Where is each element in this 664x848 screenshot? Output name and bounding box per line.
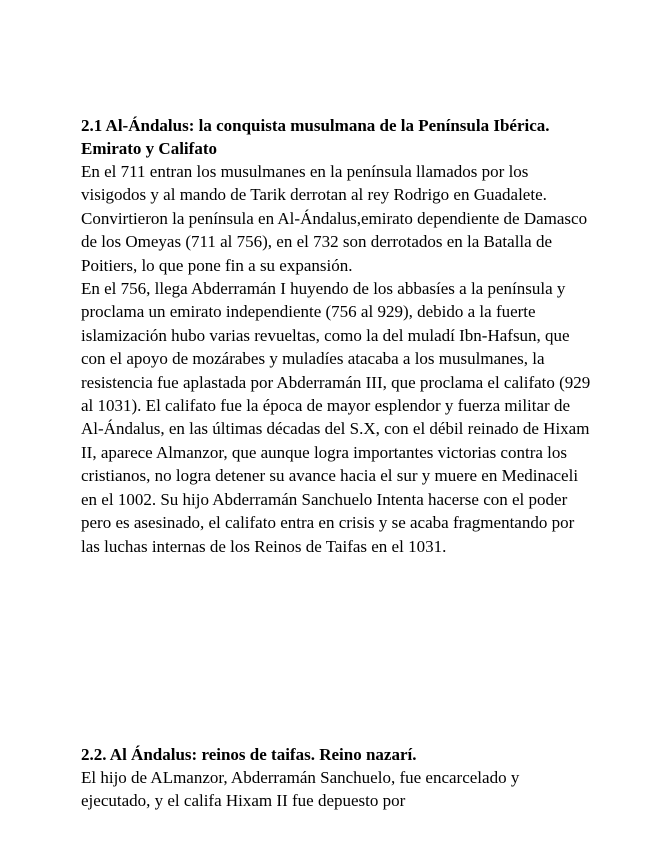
section-reinos-taifas xyxy=(81,743,591,813)
paragraph-conquista: En el 711 entran los musulmanes en la península llamados por los visigodos y al mando de Tarik derrotan al rey Rodrigo en Guadalete. Convirtieron la península en Al-Ándalus,emirato dependiente de Damasco de los Omeyas (711 al 756), en el 732 son derrotados en la Batalla de Poitiers, lo que pone fin a su expansión. xyxy=(81,162,588,275)
paragraph-emirato-califato: En el 756, llega Abderramán I huyendo de los abbasíes a la península y proclama un emirato independiente (756 al 929), debido a la fuerte islamización hubo varias revueltas, como la del muladí Ibn-Hafsun, que con el apoyo de mozárabes y muladíes atacaba a los musulmanes, la resistencia fue aplastada por Abderramán III, que proclama el califato (929 al 1031). El califato fue la época de mayor esplendor y fuerza militar de Al-Ándalus, en las últimas décadas del S.X, con el débil reinado de Hixam II, aparece Almanzor, que aunque logra importantes victorias contra los cristianos, no logra detener su avance hacia el sur y muere en Medinaceli en el 1002. Su hijo Abderramán Sanchuelo Intenta hacerse con el poder pero es asesinado, el califato entra en crisis y se acaba fragmentando por las luchas internas de los Reinos de Taifas en el 1031. xyxy=(81,279,591,556)
section-heading: 2.2. Al Ándalus: reinos de taifas. Reino nazarí. xyxy=(81,745,417,764)
paragraph-taifas: El hijo de ALmanzor, Abderramán Sanchuelo, fue encarcelado y ejecutado, y el califa Hixam II fue depuesto por xyxy=(81,768,520,811)
section-heading: 2.1 Al-Ándalus: la conquista musulmana de la Península Ibérica. Emirato y Califato xyxy=(81,116,550,158)
section-al-andalus-conquista xyxy=(81,114,591,558)
